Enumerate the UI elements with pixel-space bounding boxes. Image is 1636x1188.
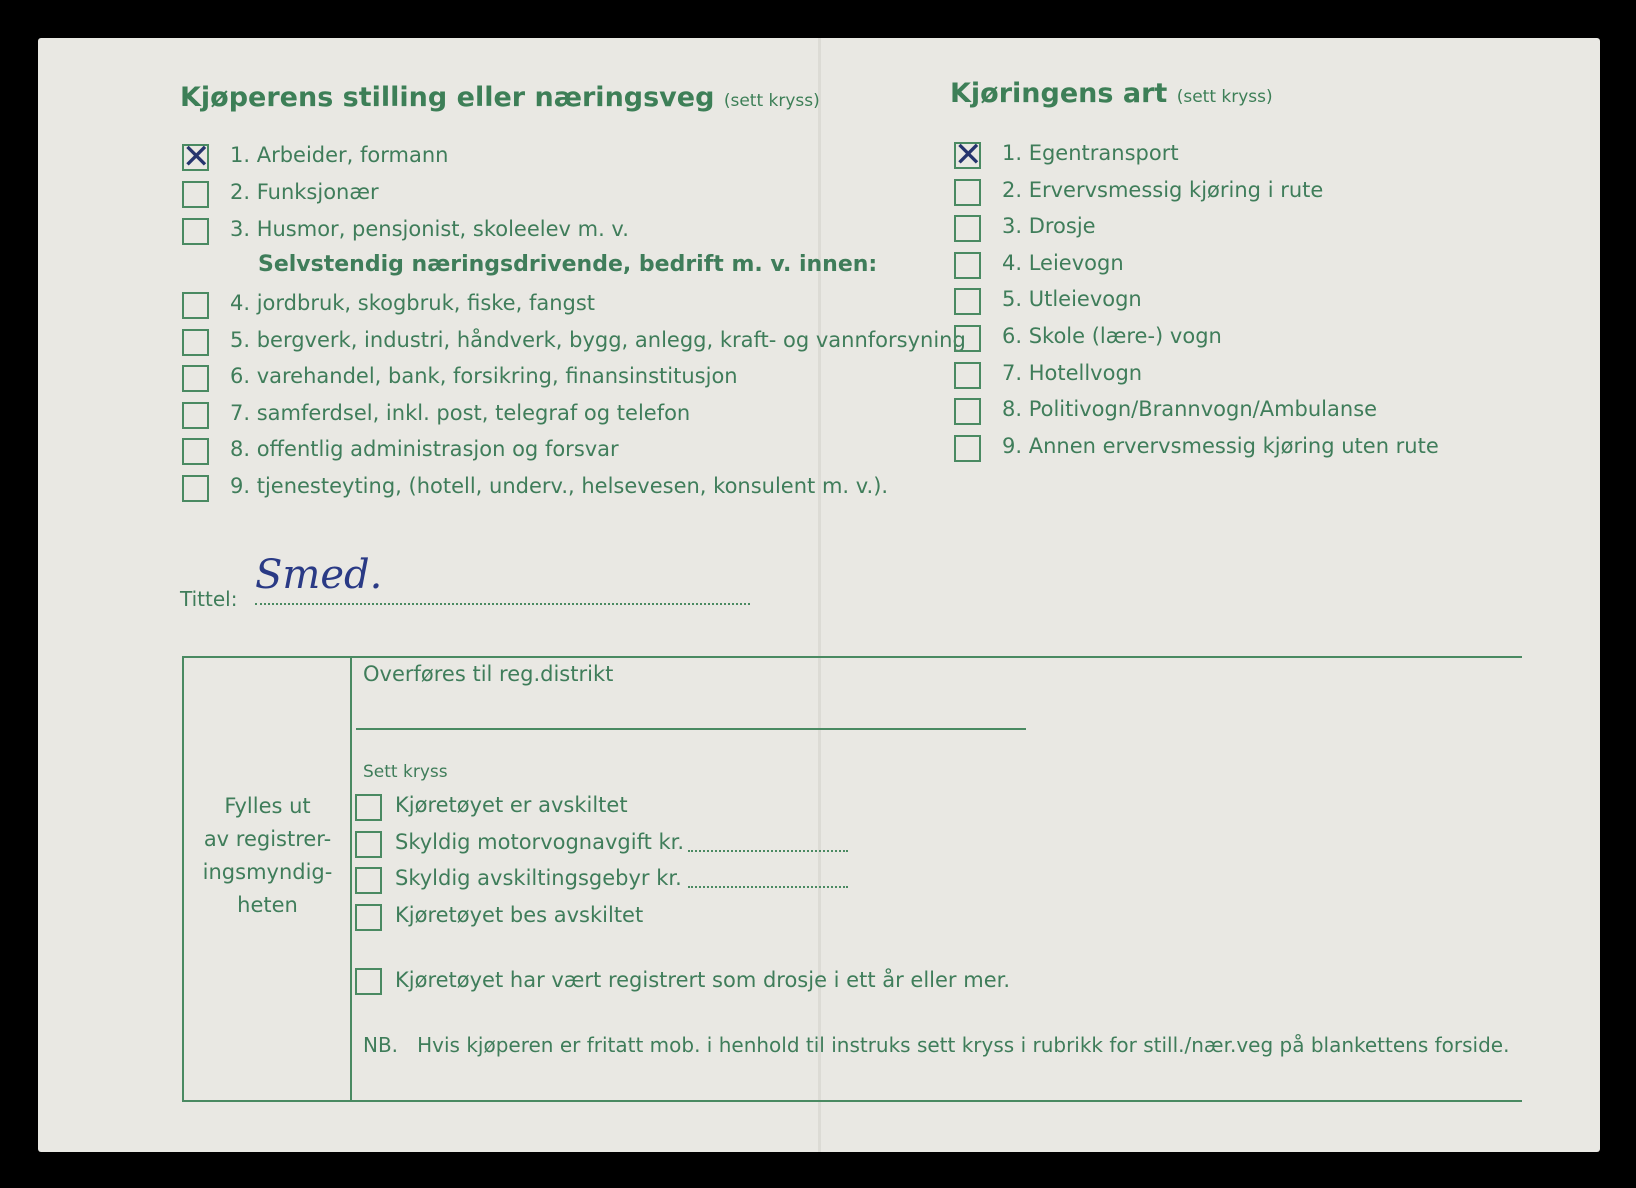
registry-left-border (182, 656, 184, 1102)
registry-top-border (182, 656, 1522, 658)
avskiltingsgebyr-line (688, 886, 848, 888)
checklist-label: 8. offentlig administrasjon og forsvar (230, 437, 619, 461)
transfer-line (356, 728, 1026, 730)
checklist-label: 5. bergverk, industri, håndverk, bygg, anlegg, kraft- og vannforsyning (230, 327, 966, 352)
checkbox[interactable] (182, 329, 209, 356)
checkbox[interactable] (182, 292, 209, 319)
transfer-label: Overføres til reg.distrikt (363, 662, 614, 686)
checklist-label: 9. Annen ervervsmessig kjøring uten rute (1002, 433, 1439, 458)
check-mark: ✕ (954, 135, 983, 175)
registry-checkbox[interactable] (355, 794, 382, 821)
registry-item-label: Kjøretøyet er avskiltet (395, 793, 628, 817)
checklist-label: 1. Arbeider, formann (230, 143, 449, 167)
drosje-checkbox[interactable] (355, 968, 382, 995)
checkbox[interactable] (954, 288, 981, 315)
heading-text: Kjøperens stilling eller næringsveg (180, 82, 715, 113)
checklist-label: 1. Egentransport (1002, 141, 1179, 165)
checkbox[interactable] (954, 135, 983, 175)
driving-type-heading (950, 78, 1273, 109)
drosje-label: Kjøretøyet har vært registrert som drosje i ett år eller mer. (395, 968, 1010, 992)
checkbox[interactable] (182, 218, 209, 245)
checkbox[interactable] (954, 398, 981, 425)
registry-item-label: Kjøretøyet bes avskiltet (395, 902, 644, 927)
tittel-value[interactable]: Smed. (255, 552, 383, 598)
checklist-label: 4. jordbruk, skogbruk, fiske, fangst (230, 291, 596, 315)
checklist-label: 6. varehandel, bank, forsikring, finansinstitusjon (230, 364, 738, 388)
side-line: av registrer- (203, 827, 332, 851)
self-employed-subheading: Selvstendig næringsdrivende, bedrift m. v. innen: (258, 252, 878, 277)
checklist-label: 5. Utleievogn (1002, 287, 1142, 312)
registry-checkbox[interactable] (355, 867, 382, 894)
nb-text: Hvis kjøperen er fritatt mob. i henhold til instruks sett kryss i rubrikk for still./nær.veg på blankettens forside. (417, 1033, 1510, 1057)
registry-side-label (195, 790, 340, 922)
checkbox[interactable] (182, 402, 209, 429)
checklist-label: 2. Funksjonær (230, 180, 379, 204)
side-line: Fylles ut (224, 794, 311, 818)
check-mark: ✕ (182, 137, 211, 177)
tittel-line (255, 603, 750, 605)
checkbox[interactable] (182, 475, 209, 502)
heading-note: (sett kryss) (1176, 87, 1273, 107)
checklist-label: 7. Hotellvogn (1002, 360, 1143, 385)
nb-label: NB. (363, 1033, 399, 1057)
side-line: ingsmyndig- (202, 860, 333, 884)
motorvognavgift-line (688, 850, 848, 852)
checkbox[interactable] (182, 181, 209, 208)
sett-kryss-label: Sett kryss (363, 762, 448, 782)
registry-divider (350, 656, 352, 1102)
heading-note: (sett kryss) (723, 91, 820, 111)
checkbox[interactable] (182, 365, 209, 392)
checkbox[interactable] (954, 252, 981, 279)
registry-item-label: Skyldig motorvognavgift kr. (395, 829, 685, 854)
registry-checkbox[interactable] (355, 904, 382, 931)
checkbox[interactable] (954, 362, 981, 389)
heading-text: Kjøringens art (950, 78, 1168, 109)
tittel-label: Tittel: (180, 587, 238, 611)
checklist-label: 7. samferdsel, inkl. post, telegraf og telefon (230, 400, 691, 425)
checkbox[interactable] (182, 137, 211, 177)
checkbox[interactable] (954, 215, 981, 242)
checklist-label: 9. tjenesteyting, (hotell, underv., helsevesen, konsulent m. v.). (230, 473, 889, 498)
buyer-occupation-heading (180, 82, 820, 113)
checklist-label: 4. Leievogn (1002, 250, 1124, 275)
registry-bottom-border (182, 1100, 1522, 1102)
side-line: heten (237, 893, 298, 917)
checklist-label: 3. Drosje (1002, 214, 1096, 239)
checklist-label: 3. Husmor, pensjonist, skoleelev m. v. (230, 217, 629, 241)
checklist-label: 6. Skole (lære-) vogn (1002, 324, 1222, 348)
checklist-label: 8. Politivogn/Brannvogn/Ambulanse (1002, 397, 1378, 422)
checkbox[interactable] (954, 325, 981, 352)
registry-checkbox[interactable] (355, 831, 382, 858)
checkbox[interactable] (954, 435, 981, 462)
checkbox[interactable] (954, 179, 981, 206)
nb-note (363, 1033, 1509, 1057)
registry-item-label: Skyldig avskiltingsgebyr kr. (395, 866, 682, 890)
checklist-label: 2. Ervervsmessig kjøring i rute (1002, 177, 1324, 202)
checkbox[interactable] (182, 438, 209, 465)
